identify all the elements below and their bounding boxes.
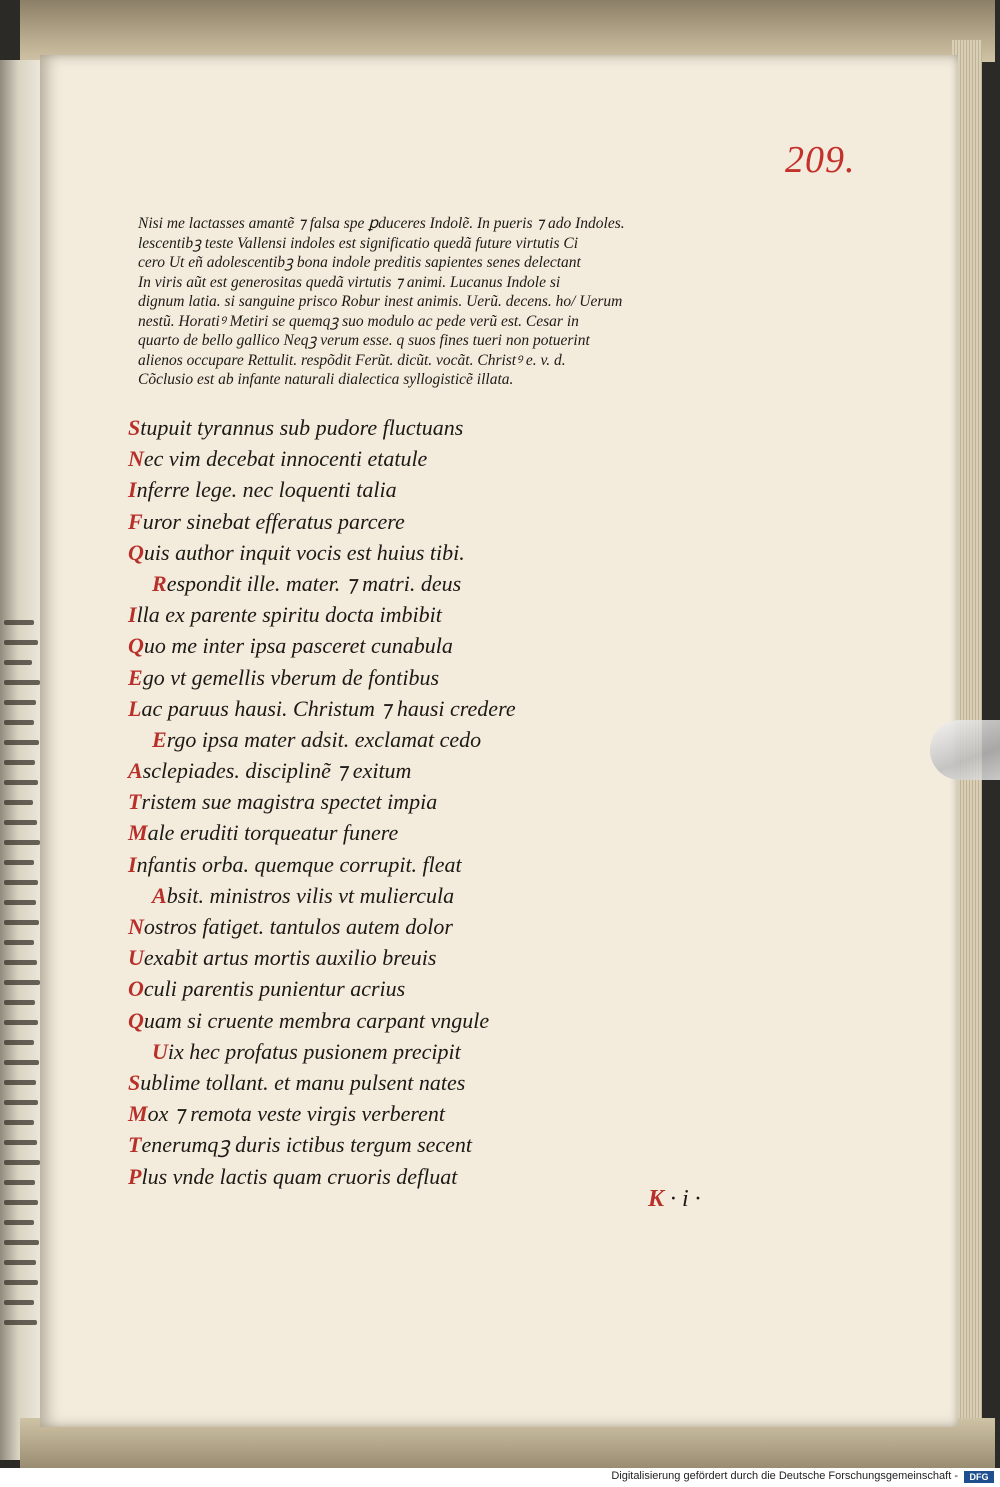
verse-line [128, 911, 688, 942]
verse-text: ox ⁊ remota veste virgis verberent [147, 1101, 446, 1127]
verse-line [128, 786, 688, 817]
rubricated-initial: M [128, 1101, 148, 1127]
commentary-line: nestũ. Horatiꝰ Metiri se quemqꝫ suo modulo ac pede verũ est. Cesar in [138, 312, 579, 330]
verse-text: go vt gemellis vberum de fontibus [142, 664, 440, 690]
verse-text: uror sinebat efferatus parcere [142, 508, 405, 534]
verse-text: ale eruditi torqueatur funere [147, 820, 399, 846]
verse-text: nferre lege. nec loquenti talia [136, 477, 397, 503]
verse-text: uo me inter ipsa pasceret cunabula [143, 633, 453, 659]
verse-line [128, 1098, 688, 1129]
verse-line [128, 724, 688, 755]
verse-line [128, 1067, 688, 1098]
verse-text: rgo ipsa mater adsit. exclamat cedo [166, 726, 482, 752]
verse-line [128, 1005, 688, 1036]
verse-block [128, 412, 688, 1192]
rubricated-initial: Q [128, 1007, 144, 1033]
rubricated-initial: Q [128, 633, 144, 659]
signature-letter: K [648, 1186, 665, 1212]
verse-line [128, 880, 688, 911]
rubricated-initial: P [128, 1163, 142, 1189]
book-top-edge [20, 0, 995, 62]
verse-line [128, 817, 688, 848]
verse-text: uam si cruente membra carpant vngule [143, 1007, 490, 1033]
folio-number: 209. [785, 139, 856, 181]
commentary-line: Cõclusio est ab infante naturali dialectica syllogisticẽ illata. [138, 371, 514, 388]
rubricated-initial: S [128, 1069, 141, 1095]
verse-text: ec vim decebat innocenti etatule [143, 446, 428, 472]
verse-text: enerumqꝫ duris ictibus tergum secent [141, 1132, 473, 1158]
rubricated-initial: I [128, 851, 137, 877]
rubricated-initial: E [152, 726, 167, 752]
verse-text: ostros fatiget. tantulos autem dolor [143, 914, 453, 939]
rubricated-initial: L [128, 695, 142, 721]
verse-line [128, 537, 688, 568]
verse-line [128, 568, 688, 599]
rubricated-initial: U [128, 945, 144, 971]
verse-text: ix hec profatus pusionem precipit [167, 1038, 461, 1064]
verse-line [128, 973, 688, 1004]
rubricated-initial: M [128, 820, 148, 846]
verse-text: bsit. ministros vilis vt muliercula [166, 882, 455, 908]
dfg-logo: DFG [964, 1471, 994, 1483]
commentary-line: Nisi me lactasses amantẽ ⁊ falsa spe ꝑduceres Indolẽ. In pueris ⁊ ado Indoles. [138, 215, 625, 232]
page-holder-clip [930, 720, 1000, 780]
rubricated-initial: A [128, 758, 143, 784]
verse-line [128, 755, 688, 786]
commentary-line: In viris aũt est generositas quedã virtutis ⁊ animi. Lucanus Indole si [138, 273, 561, 291]
signature-number: · i · [670, 1186, 701, 1212]
verse-line [128, 443, 688, 474]
rubricated-initial: T [128, 1132, 142, 1158]
rubricated-initial: E [128, 664, 143, 690]
commentary-block [138, 214, 818, 390]
commentary-line: lescentibꝫ teste Vallensi indoles est significatio quedã future virtutis Ci [138, 234, 579, 252]
rubricated-initial: R [152, 570, 167, 596]
verse-line [128, 1036, 688, 1067]
verse-text: ublime tollant. et manu pulsent nates [140, 1069, 466, 1095]
rubricated-initial: T [128, 789, 142, 815]
rubricated-initial: F [128, 508, 143, 534]
verse-text: nfantis orba. quemque corrupit. fleat [136, 851, 462, 877]
footer-bar [0, 1468, 1000, 1487]
verse-line [128, 942, 688, 973]
verse-text: lla ex parente spiritu docta imbibit [136, 602, 442, 628]
rubricated-initial: Q [128, 539, 144, 565]
verse-line [128, 630, 688, 661]
verse-text: culi parentis punientur acrius [143, 976, 406, 1002]
rubricated-initial: A [152, 882, 167, 908]
verse-text: tupuit tyrannus sub pudore fluctuans [140, 415, 464, 440]
verse-line [128, 474, 688, 505]
commentary-line: alienos occupare Rettulit. respõdit Ferũt. dicũt. vocãt. Christꝰ e. v. d. [138, 351, 566, 369]
rubricated-initial: S [128, 415, 141, 440]
verse-line [128, 693, 688, 724]
verse-text: sclepiades. disciplinẽ ⁊ exitum [142, 758, 412, 784]
verse-text: ristem sue magistra spectet impia [141, 789, 438, 815]
verse-text: exabit artus mortis auxilio breuis [143, 945, 437, 971]
verse-line [128, 1161, 688, 1192]
rubricated-initial: N [128, 446, 144, 472]
verse-line [128, 599, 688, 630]
rubricated-initial: N [128, 914, 144, 939]
rubricated-initial: I [128, 477, 137, 503]
commentary-line: cero Ut eñ adolescentibꝫ bona indole preditis sapientes senes delectant [138, 254, 581, 271]
verse-text: lus vnde lactis quam cruoris defluat [141, 1163, 458, 1189]
verse-text: uis author inquit vocis est huius tibi. [143, 539, 465, 565]
commentary-line: dignum latia. si sanguine prisco Robur inest animis. Uerũ. decens. ho/ Uerum [138, 293, 623, 310]
verse-text: ac paruus hausi. Christum ⁊ hausi credere [141, 695, 516, 721]
verse-line [128, 506, 688, 537]
signature-mark [648, 1186, 701, 1213]
rubricated-initial: U [152, 1038, 168, 1064]
rubricated-initial: I [128, 602, 137, 628]
commentary-line: quarto de bello gallico Neqꝫ verum esse. q suos fines tueri non potuerint [138, 332, 590, 349]
verse-line [128, 1129, 688, 1160]
footer-credit: Digitalisierung gefördert durch die Deutsche Forschungsgemeinschaft - [611, 1470, 958, 1482]
rubricated-initial: O [128, 976, 144, 1002]
verse-line [128, 849, 688, 880]
verse-text: espondit ille. mater. ⁊ matri. deus [166, 570, 462, 596]
verse-line [128, 662, 688, 693]
verse-line [128, 412, 688, 443]
